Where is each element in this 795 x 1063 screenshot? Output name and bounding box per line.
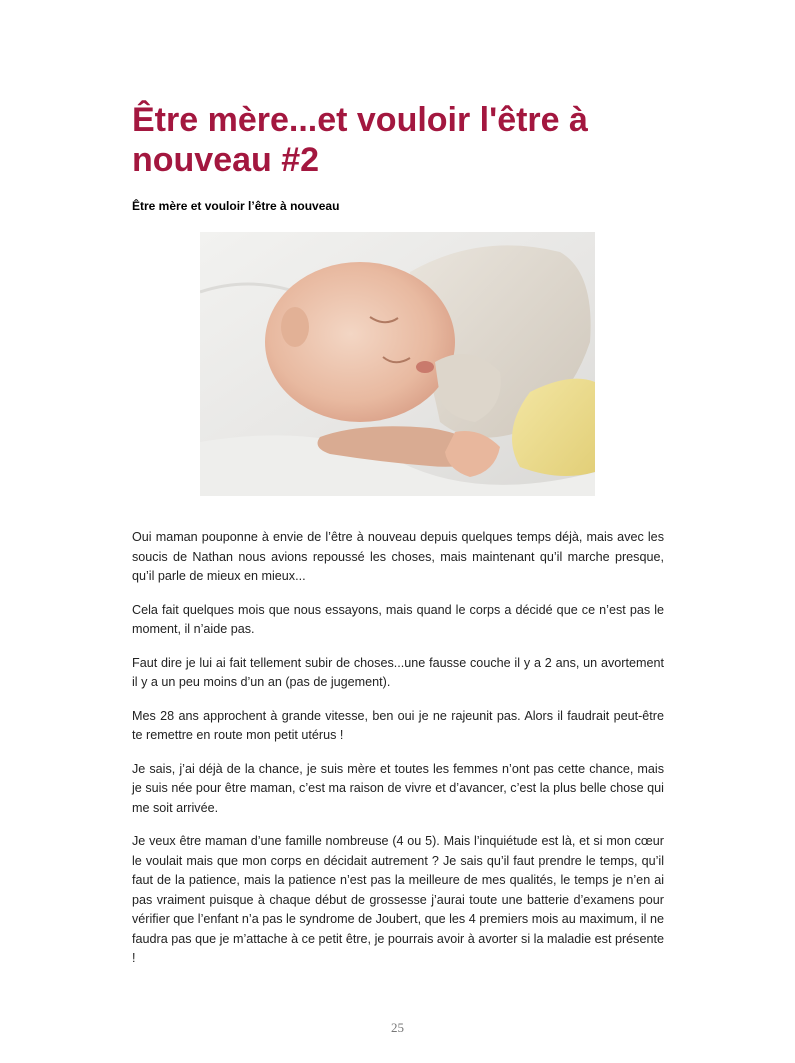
paragraph: Mes 28 ans approchent à grande vitesse, ben oui je ne rajeunit pas. Alors il faudrait peut-être te remettre en route mon petit utérus ! [132, 708, 664, 742]
paragraph: Oui maman pouponne à envie de l’être à nouveau depuis quelques temps déjà, mais avec les soucis de Nathan nous avions repoussé les choses, mais maintenant qu’il marche presque, qu’il parle de mieux en mieux... [132, 530, 664, 583]
paragraph: Cela fait quelques mois que nous essayons, mais quand le corps a décidé que ce n’est pas le moment, il n’aide pas. [132, 602, 664, 636]
page-title: Être mère...et vouloir l'être à nouveau #2 [132, 101, 588, 179]
paragraph: Je veux être maman d’une famille nombreuse (4 ou 5). Mais l’inquiétude est là, et si mon cœur le voulait mais que mon corps en décidait autrement ? Je sais qu’il faut prendre le temps, qu’il faut de la patience, mais la patience n’est pas la meilleure de mes qualités, le temps je n’en ai pas vraiment puisque à chaque début de grossesse j’aurai toute une batterie d’examens pour vérifier que l’enfant n’a pas le syndrome de Joubert, que les 4 premiers mois au maximum, il ne faudra pas que je m’attache à ce petit être, je pourrais avoir à avorter si la maladie est présente ! [132, 834, 664, 965]
article-body [132, 528, 664, 983]
article-subtitle: Être mère et vouloir l’être à nouveau [132, 199, 340, 213]
sleeping-baby-photo [200, 232, 595, 496]
paragraph: Je sais, j’ai déjà de la chance, je suis mère et toutes les femmes n’ont pas cette chance, mais je suis née pour être maman, c’est ma raison de vivre et d’avancer, c’est la plus belle chose qui me soit arrivée. [132, 761, 664, 815]
page-number: 25 [391, 1020, 404, 1035]
paragraph: Faut dire je lui ai fait tellement subir de choses...une fausse couche il y a 2 ans, un avortement il y a un peu moins d’un an (pas de jugement). [132, 655, 664, 689]
